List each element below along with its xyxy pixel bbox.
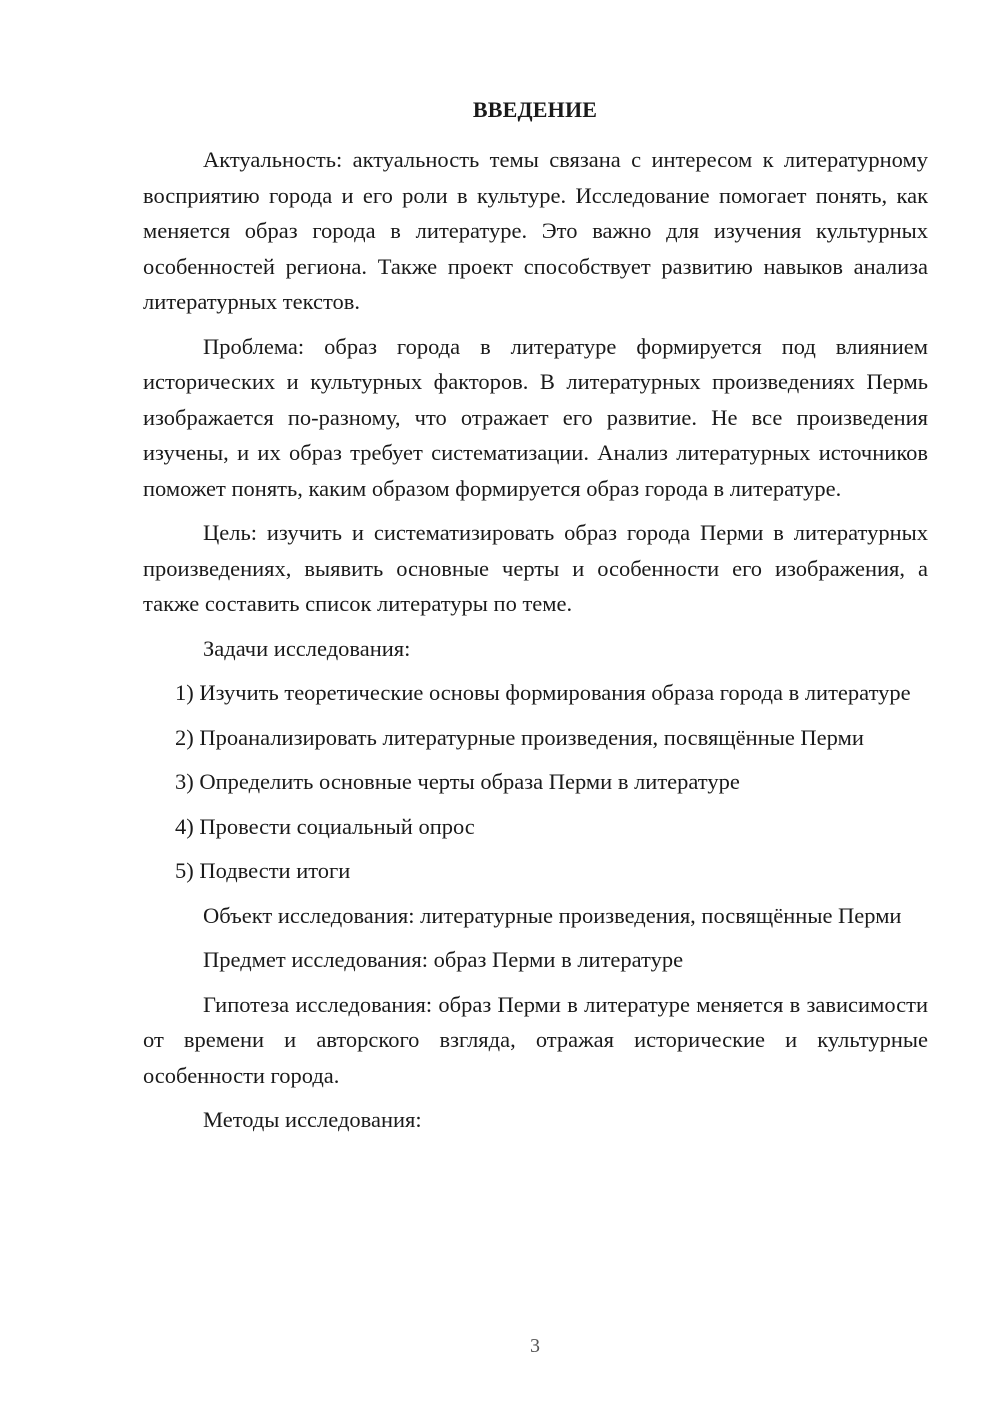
- paragraph-goal: Цель: изучить и систематизировать образ города Перми в литературных произведениях, выявить основные черты и особенности его изображения, а также составить список литературы по теме.: [143, 520, 928, 616]
- task-item-5: 5) Подвести итоги: [175, 858, 351, 883]
- task-item-2: 2) Проанализировать литературные произведения, посвящённые Перми: [175, 724, 864, 750]
- paragraph-object: Объект исследования: литературные произведения, посвящённые Перми: [203, 902, 902, 928]
- task-item-3: 3) Определить основные черты образа Перми в литературе: [175, 769, 740, 794]
- paragraph-tasks-intro: Задачи исследования:: [203, 635, 411, 661]
- section-heading: ВВЕДЕНИЕ: [472, 97, 598, 122]
- paragraph-problem: Проблема: образ города в литературе формируется под влиянием исторических и культурных факторов. В литературных произведениях Пермь изображается по-разному, что отражает его развитие. Не все произведения изучены, и их образ требует систематизации. Анализ литературных источников поможет понять, каким образом формируется образ города в литературе.: [143, 333, 928, 501]
- paragraph-relevance: Актуальность: актуальность темы связана с интересом к литературному восприятию города и его роли в культуре. Исследование помогает понять, как меняется образ города в литературе. Это важно для изучения культурных особенностей региона. Также проект способствует развитию навыков анализа литературных текстов.: [143, 147, 928, 314]
- task-item-1: 1) Изучить теоретические основы формирования образа города в литературе: [175, 680, 911, 705]
- paragraph-methods: Методы исследования:: [203, 1107, 422, 1132]
- page-number: 3: [530, 1335, 540, 1357]
- paragraph-hypothesis: Гипотеза исследования: образ Перми в литературе меняется в зависимости от времени и авторского взгляда, отражая исторические и культурные особенности города.: [143, 991, 928, 1088]
- body-text: [143, 142, 928, 1147]
- paragraph-subject: Предмет исследования: образ Перми в литературе: [203, 947, 684, 972]
- task-item-4: 4) Провести социальный опрос: [175, 813, 475, 839]
